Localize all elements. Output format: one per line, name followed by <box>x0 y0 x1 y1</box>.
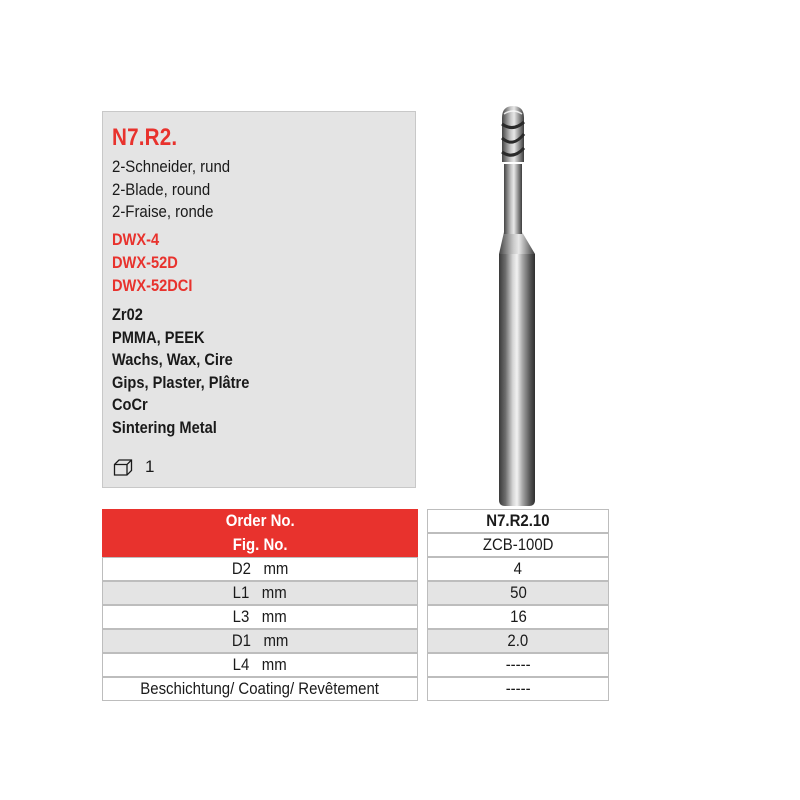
machine-item: DWX-52DCI <box>112 276 193 295</box>
table-row <box>102 677 609 701</box>
table-label-cell: L4 mm <box>102 653 418 677</box>
table-value-cell: ----- <box>427 653 609 677</box>
table-header-cell: Order No. <box>102 509 418 533</box>
product-info-panel <box>102 111 416 488</box>
material-item: Gips, Plaster, Plâtre <box>112 372 250 392</box>
table-header-cell: Fig. No. <box>102 533 418 557</box>
table-label-cell: L1 mm <box>102 581 418 605</box>
table-value-cell: 4 <box>427 557 609 581</box>
table-row <box>102 653 609 677</box>
material-item: PMMA, PEEK <box>112 327 205 347</box>
table-label-cell: D1 mm <box>102 629 418 653</box>
description-fr: 2-Fraise, ronde <box>112 202 214 221</box>
package-quantity: 1 <box>145 457 155 476</box>
table-value-cell: ----- <box>427 677 609 701</box>
material-item: Wachs, Wax, Cire <box>112 350 233 369</box>
table-value-cell: 16 <box>427 605 609 629</box>
material-item: Zr02 <box>112 305 143 324</box>
description-list <box>112 156 246 224</box>
description-en: 2-Blade, round <box>112 179 211 199</box>
box-icon <box>113 458 133 476</box>
description-de: 2-Schneider, rund <box>112 157 231 176</box>
table-row <box>102 557 609 581</box>
table-row <box>102 605 609 629</box>
table-value-cell: 50 <box>427 581 609 605</box>
table-value-cell: ZCB-100D <box>427 533 609 557</box>
table-value-cell: N7.R2.10 <box>427 509 609 533</box>
material-item: Sintering Metal <box>112 417 217 437</box>
table-label-cell: D2 mm <box>102 557 418 581</box>
table-row <box>102 581 609 605</box>
product-code: N7.R2. <box>112 124 178 151</box>
table-label-cell: Beschichtung/ Coating/ Revêtement <box>102 677 418 701</box>
table-row-fig-no <box>102 533 609 557</box>
machine-item: DWX-4 <box>112 230 160 249</box>
material-item: CoCr <box>112 395 148 414</box>
package-info <box>113 457 154 477</box>
table-label-cell: L3 mm <box>102 605 418 629</box>
table-value-cell: 2.0 <box>427 629 609 653</box>
table-row-order-no <box>102 509 609 533</box>
milling-bur-image <box>489 104 545 510</box>
table-row <box>102 629 609 653</box>
machine-list <box>112 228 206 297</box>
machine-item: DWX-52D <box>112 253 178 272</box>
material-list <box>112 304 272 439</box>
